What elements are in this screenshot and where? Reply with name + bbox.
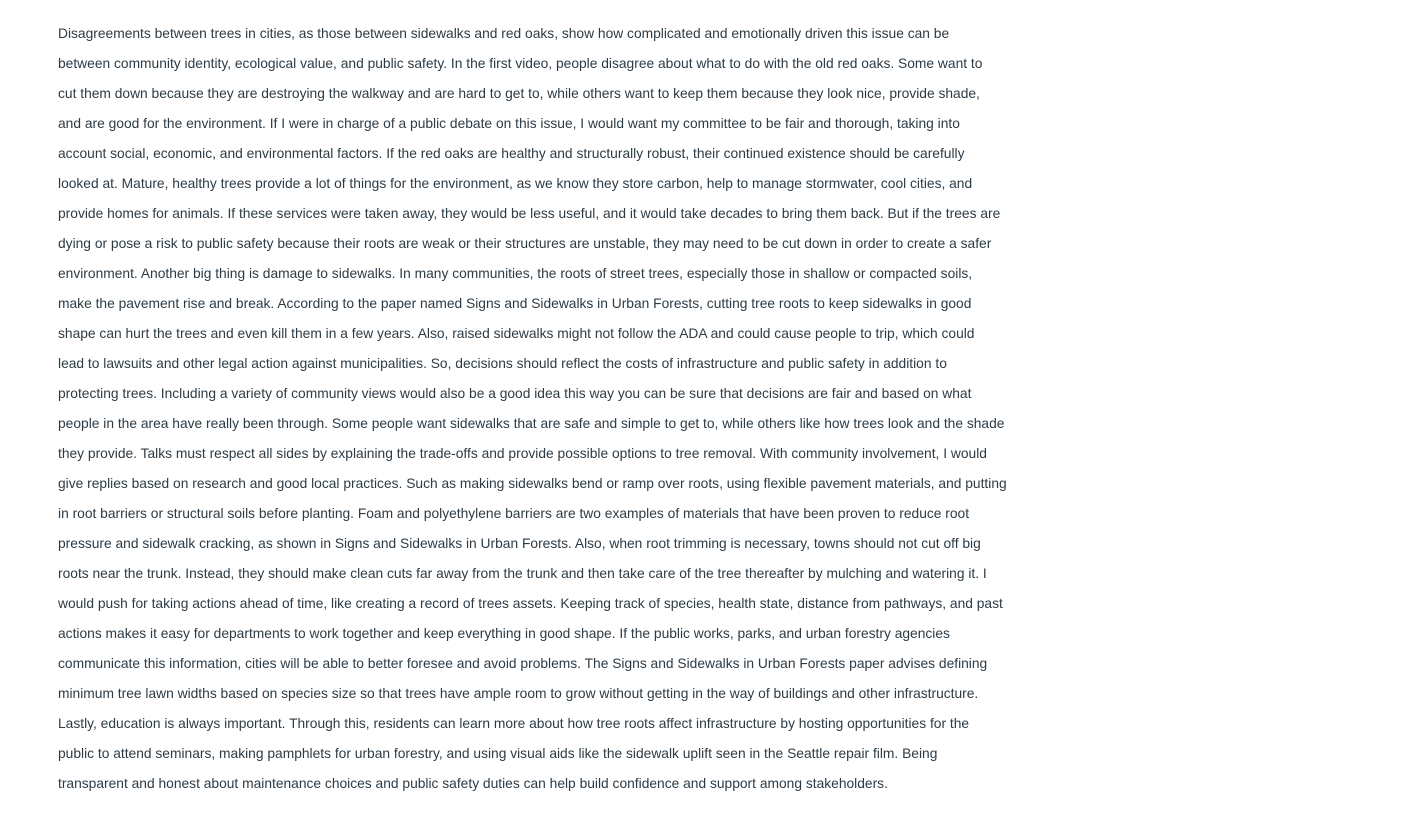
essay-line: shape can hurt the trees and even kill them in a few years. Also, raised sidewalks might not follow the ADA and could cause people to trip, which could [58,326,975,341]
essay-line: account social, economic, and environmental factors. If the red oaks are healthy and structurally robust, their continued existence should be carefully [58,146,965,161]
essay-line: provide homes for animals. If these services were taken away, they would be less useful, and it would take decades to bring them back. But if the trees are [58,206,1001,221]
essay-line: dying or pose a risk to public safety because their roots are weak or their structures are unstable, they may need to be cut down in order to create a safer [58,236,992,251]
essay-line: in root barriers or structural soils before planting. Foam and polyethylene barriers are two examples of materials that have been proven to reduce root [58,506,970,521]
essay-line: roots near the trunk. Instead, they should make clean cuts far away from the trunk and then take care of the tree thereafter by mulching and watering it. I [58,566,987,581]
essay-line: cut them down because they are destroying the walkway and are hard to get to, while others want to keep them because they look nice, provide shade, [58,86,980,101]
essay-line: give replies based on research and good local practices. Such as making sidewalks bend or ramp over roots, using flexible pavement materials, and putting [58,476,1007,491]
essay-line: Lastly, education is always important. Through this, residents can learn more about how tree roots affect infrastructure by hosting opportunities for the [58,716,970,731]
essay-paragraph [58,19,1425,799]
essay-line: public to attend seminars, making pamphlets for urban forestry, and using visual aids like the sidewalk uplift seen in the Seattle repair film. Being [58,746,938,761]
essay-line: actions makes it easy for departments to work together and keep everything in good shape. If the public works, parks, and urban forestry agencies [58,626,950,641]
essay-line: environment. Another big thing is damage to sidewalks. In many communities, the roots of street trees, especially those in shallow or compacted soils, [58,266,973,281]
essay-line: pressure and sidewalk cracking, as shown in Signs and Sidewalks in Urban Forests. Also, when root trimming is necessary, towns should not cut off big [58,536,981,551]
essay-line: between community identity, ecological value, and public safety. In the first video, people disagree about what to do with the old red oaks. Some want to [58,56,983,71]
essay-line: they provide. Talks must respect all sides by explaining the trade-offs and provide possible options to tree removal. With community involvement, I would [58,446,987,461]
essay-line: Disagreements between trees in cities, as those between sidewalks and red oaks, show how complicated and emotionally driven this issue can be [58,26,950,41]
essay-line: minimum tree lawn widths based on species size so that trees have ample room to grow without getting in the way of buildings and other infrastructure. [58,686,979,701]
essay-line: make the pavement rise and break. According to the paper named Signs and Sidewalks in Urban Forests, cutting tree roots to keep sidewalks in good [58,296,972,311]
essay-line: transparent and honest about maintenance choices and public safety duties can help build confidence and support among stakeholders. [58,776,888,791]
essay-line: people in the area have really been through. Some people want sidewalks that are safe and simple to get to, while others like how trees look and the shade [58,416,1005,431]
essay-line: and are good for the environment. If I were in charge of a public debate on this issue, I would want my committee to be fair and thorough, taking into [58,116,960,131]
essay-line: would push for taking actions ahead of time, like creating a record of trees assets. Keeping track of species, health state, distance from pathways, and past [58,596,1003,611]
essay-line: protecting trees. Including a variety of community views would also be a good idea this way you can be sure that decisions are fair and based on what [58,386,972,401]
essay-line: lead to lawsuits and other legal action against municipalities. So, decisions should reflect the costs of infrastructure and public safety in addition to [58,356,947,371]
essay-line: communicate this information, cities will be able to better foresee and avoid problems. The Signs and Sidewalks in Urban Forests paper advises defining [58,656,988,671]
essay-line: looked at. Mature, healthy trees provide a lot of things for the environment, as we know they store carbon, help to manage stormwater, cool cities, and [58,176,973,191]
